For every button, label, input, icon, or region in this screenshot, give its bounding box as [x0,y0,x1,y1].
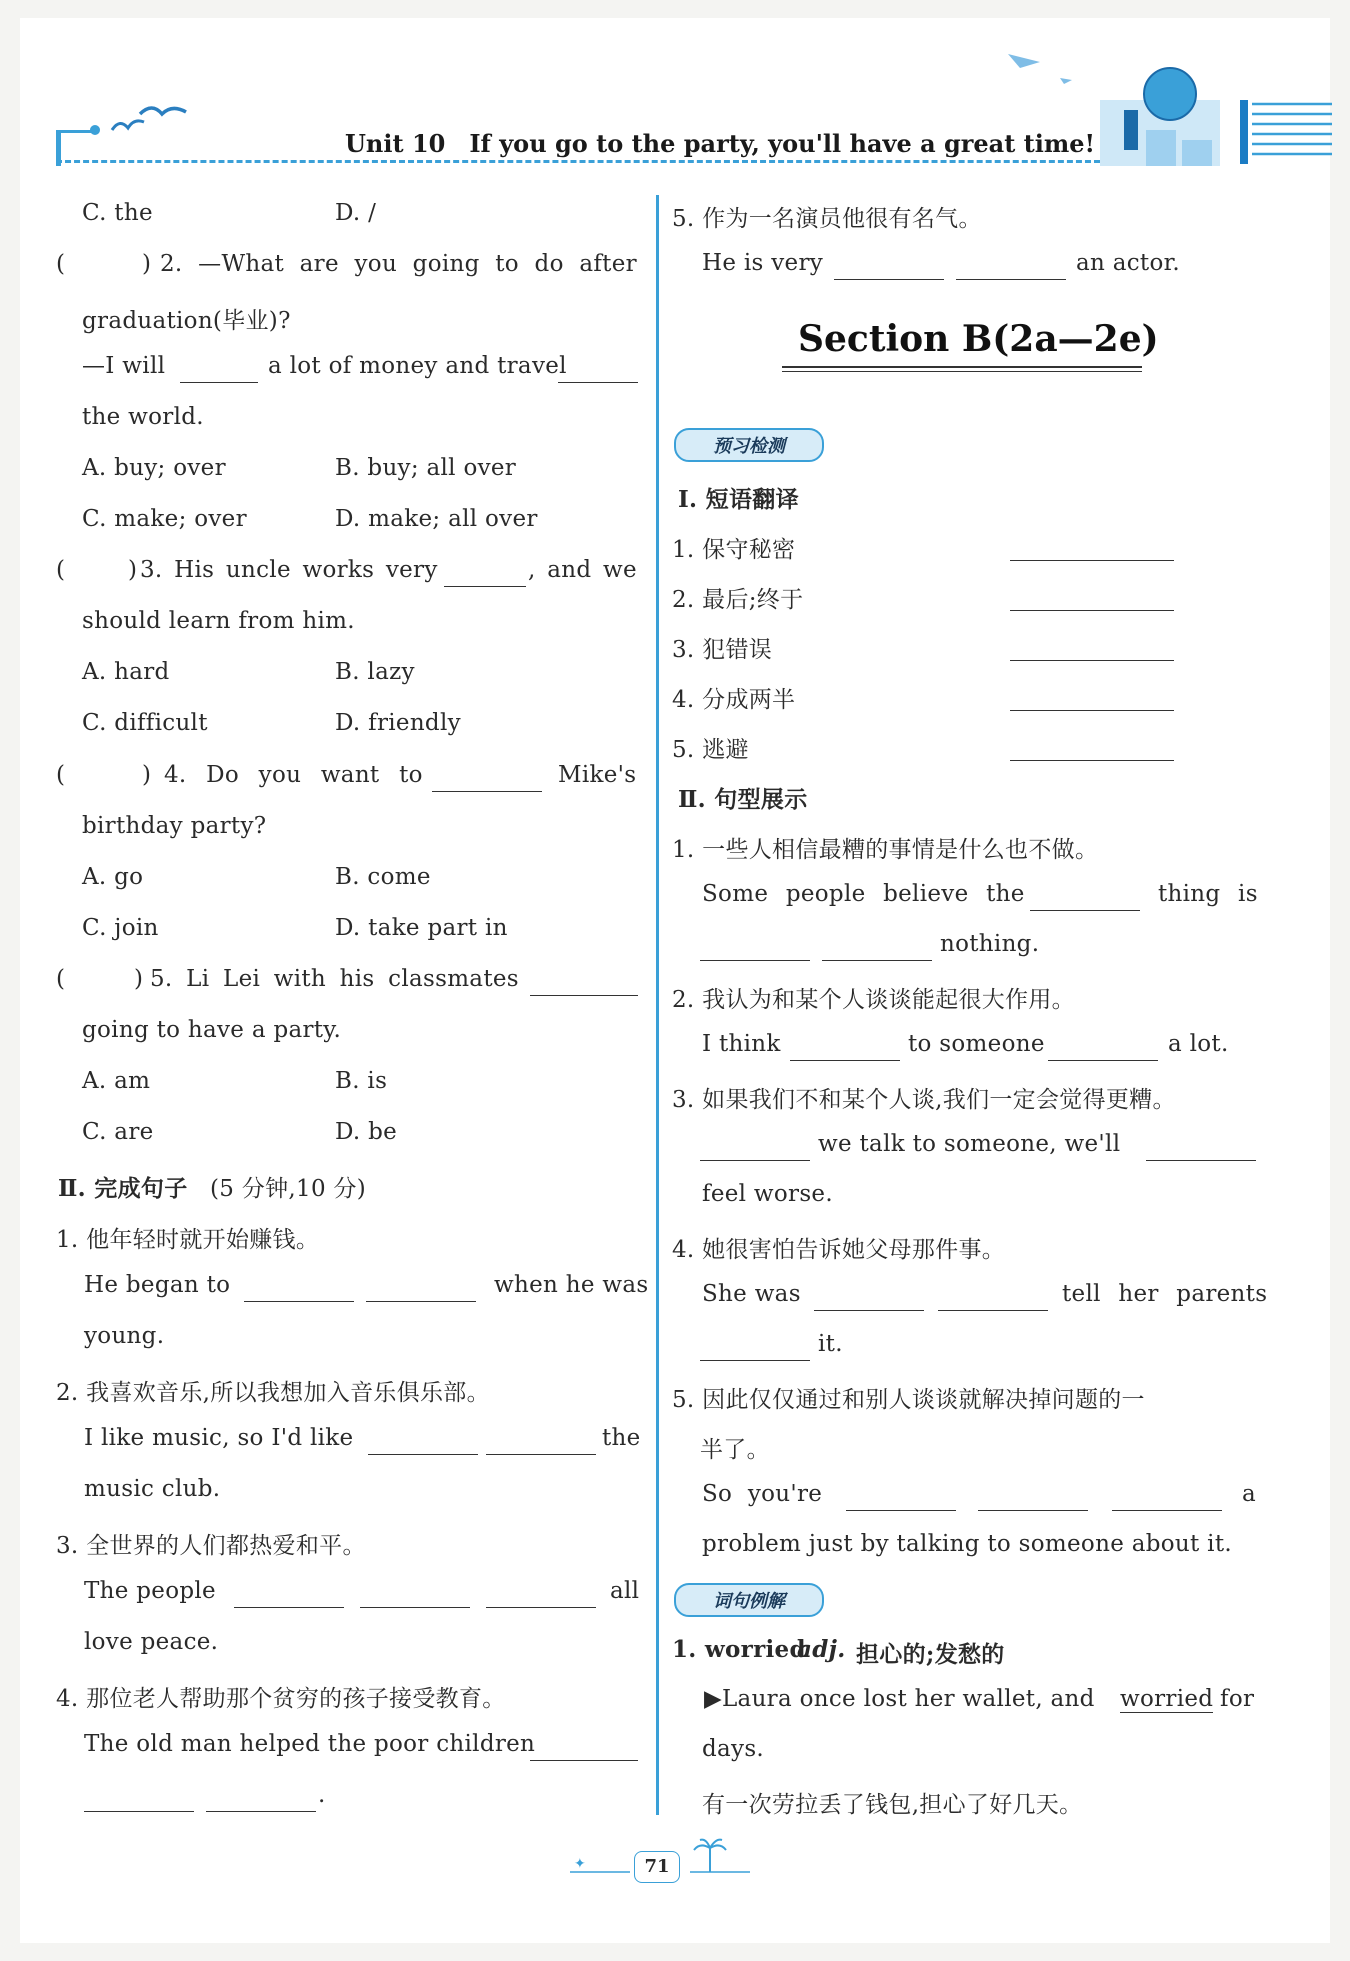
pattern-3-blank-1[interactable] [700,1159,810,1161]
q2-stem: 2. —What are you going to do after [160,251,637,277]
sentence-4-period: . [318,1782,326,1808]
q5-blank[interactable] [530,994,638,996]
vocab-example-tail: for [1220,1686,1255,1712]
section-b-title: Section B(2a—2e) [798,318,1159,360]
q3-paren-open: ( [56,557,66,583]
q2-option-c: C. make; over [82,506,247,532]
q3-stem-line2: should learn from him. [82,608,355,634]
svg-text:✦: ✦ [574,1856,586,1872]
sentence-2-en: I like music, so I'd like [84,1425,354,1451]
sentence-3-en: The people [84,1578,216,1604]
vocab-word: 1. worried [672,1636,806,1663]
pattern-5-cn-line2: 半了。 [700,1437,770,1463]
r-q5-cn: 5. 作为一名演员他很有名气。 [672,206,982,232]
pattern-2-cn: 2. 我认为和某个人谈谈能起很大作用。 [672,987,1075,1013]
sentence-4-blank-2[interactable] [84,1810,194,1812]
pattern-5-cn: 5. 因此仅仅通过和别人谈谈就解决掉问题的一 [672,1387,1145,1413]
r-q5-en-tail: an actor. [1076,250,1180,276]
sentence-2-en-tail: the [602,1425,641,1451]
sentence-4-blank-3[interactable] [206,1810,316,1812]
sentence-4-cn: 4. 那位老人帮助那个贫穷的孩子接受教育。 [56,1686,506,1712]
r-q5-en: He is very [702,250,824,276]
paper-plane-icon [1000,48,1100,88]
q3-blank[interactable] [444,585,526,587]
sentence-3-blank-3[interactable] [486,1606,596,1608]
q2-line3b: a lot of money and travel [268,353,567,379]
q4-option-b: B. come [335,864,431,890]
pattern-5-blank-1[interactable] [846,1509,956,1511]
sentence-2-blank-1[interactable] [368,1453,478,1455]
sentence-2-cn: 2. 我喜欢音乐,所以我想加入音乐俱乐部。 [56,1380,490,1406]
pattern-2-blank-2[interactable] [1048,1059,1158,1061]
q2-paren-close: ) [142,251,152,277]
q2-option-d: D. make; all over [335,506,538,532]
phrase-3: 3. 犯错误 [672,637,773,663]
pattern-4-en-tail: tell her parents [1062,1281,1268,1307]
sentence-1-blank-1[interactable] [244,1300,354,1302]
sentence-1-en-tail: when he was [494,1272,649,1298]
phrase-5-blank[interactable] [1010,759,1174,761]
sentence-1-en: He began to [84,1272,231,1298]
part-1-title: Ⅰ. 短语翻译 [678,486,799,513]
pattern-1-en-line2: nothing. [940,931,1040,957]
q4-stem: 4. Do you want to [164,762,423,788]
q3-option-a: A. hard [82,659,170,685]
column-divider [656,195,659,1815]
phrase-4: 4. 分成两半 [672,687,796,713]
phrase-2-blank[interactable] [1010,609,1174,611]
q1-option-c: C. the [82,200,153,226]
pattern-2-en: I think [702,1031,781,1057]
q4-paren-close: ) [142,762,152,788]
pattern-3-en-line2: feel worse. [702,1181,833,1207]
sentence-3-blank-2[interactable] [360,1606,470,1608]
pattern-1-blank-1[interactable] [1030,909,1140,911]
pattern-5-en: So you're [702,1481,823,1507]
pattern-5-blank-3[interactable] [1112,1509,1222,1511]
pattern-5-blank-2[interactable] [978,1509,1088,1511]
q5-option-a: A. am [82,1068,151,1094]
vocab-example-line2: days. [702,1736,765,1762]
pattern-5-en-tail: a [1242,1481,1257,1507]
pattern-2-blank-1[interactable] [790,1059,900,1061]
page-number: 71 [634,1851,680,1883]
pattern-2-en-mid: to someone [908,1031,1045,1057]
q1-option-d: D. / [335,200,377,226]
pattern-4-blank-3[interactable] [700,1359,810,1361]
q3-option-b: B. lazy [335,659,415,685]
pattern-4-en: She was [702,1281,801,1307]
vocab-example: ▶Laura once lost her wallet, and [704,1686,1095,1712]
header-left-cap [60,130,94,133]
sentence-4-blank-1[interactable] [530,1759,638,1761]
q3-option-c: C. difficult [82,710,208,736]
vocab-pos: adj. [797,1636,846,1663]
q2-option-a: A. buy; over [82,455,226,481]
q2-option-b: B. buy; all over [335,455,517,481]
sentence-4-en: The old man helped the poor children [84,1731,536,1757]
q4-option-a: A. go [82,864,144,890]
seagulls-icon [100,100,190,150]
sentence-1-blank-2[interactable] [366,1300,476,1302]
pattern-4-cn: 4. 她很害怕告诉她父母那件事。 [672,1237,1006,1263]
section-2-title: Ⅱ. 完成句子 [58,1175,188,1202]
phrase-1: 1. 保守秘密 [672,537,796,563]
section-title-rule [782,366,1142,368]
header-dot [90,125,100,135]
phrase-2: 2. 最后;终于 [672,587,804,613]
sentence-3-en-line2: love peace. [84,1629,219,1655]
q4-option-d: D. take part in [335,915,508,941]
phrase-4-blank[interactable] [1010,709,1174,711]
pattern-5-en-line2: problem just by talking to someone about it. [702,1531,1232,1557]
r-q5-blank-2[interactable] [956,278,1066,280]
section-2-note: (5 分钟,10 分) [210,1176,367,1202]
page-header-title: Unit 10 If you go to the party, you'll have a great time! [345,129,1096,158]
preview-check-tag: 预习检测 [674,428,824,462]
phrase-5: 5. 逃避 [672,737,749,763]
phrase-3-blank[interactable] [1010,659,1174,661]
q5-option-c: C. are [82,1119,154,1145]
pattern-3-cn: 3. 如果我们不和某个人谈,我们一定会觉得更糟。 [672,1087,1176,1113]
q4-option-c: C. join [82,915,159,941]
q2-blank-2[interactable] [558,381,638,383]
q3-stem-tail: , and we [528,557,637,583]
pattern-3-blank-2[interactable] [1146,1159,1256,1161]
pattern-4-blank-1[interactable] [814,1309,924,1311]
header-stripes [1240,100,1332,164]
q4-blank[interactable] [432,790,542,792]
sentence-2-en-line2: music club. [84,1476,221,1502]
sentence-3-blank-1[interactable] [234,1606,344,1608]
q3-option-d: D. friendly [335,710,461,736]
q4-stem-line2: birthday party? [82,813,267,839]
q5-stem: 5. Li Lei with his classmates [150,966,519,992]
pattern-2-en-tail: a lot. [1168,1031,1229,1057]
q4-stem-tail: Mike's [558,762,637,788]
q2-stem-line2: graduation(毕业)? [82,308,291,334]
vocab-meaning: 担心的;发愁的 [856,1641,1005,1668]
pattern-3-en: we talk to someone, we'll [818,1131,1121,1157]
sentence-2-blank-2[interactable] [486,1453,596,1455]
q5-option-b: B. is [335,1068,388,1094]
section-title-rule-thin [782,371,1142,372]
header-dashed-line [56,160,1100,163]
pattern-1-en-tail: thing is [1158,881,1258,907]
sentence-1-en-line2: young. [84,1323,165,1349]
q5-option-d: D. be [335,1119,398,1145]
q2-blank-1[interactable] [180,381,258,383]
pattern-1-cn: 1. 一些人相信最糟的事情是什么也不做。 [672,837,1099,863]
sentence-3-en-tail: all [610,1578,640,1604]
vocab-translation: 有一次劳拉丢了钱包,担心了好几天。 [702,1792,1083,1818]
sentence-1-cn: 1. 他年轻时就开始赚钱。 [56,1227,320,1253]
q2-line3a: —I will [82,353,166,379]
pattern-1-blank-3[interactable] [822,959,932,961]
q4-paren-open: ( [56,762,66,788]
pattern-1-blank-2[interactable] [700,959,810,961]
pattern-1-en: Some people believe the [702,881,1025,907]
q2-paren-open: ( [56,251,66,277]
q3-paren-close: ) [128,557,138,583]
part-2-title: Ⅱ. 句型展示 [678,786,808,813]
q5-paren-close: ) [134,966,144,992]
q3-stem: 3. His uncle works very [140,557,438,583]
q2-line4: the world. [82,404,204,430]
pattern-4-en-line2: it. [818,1331,843,1357]
q5-paren-open: ( [56,966,66,992]
phrase-1-blank[interactable] [1010,559,1174,561]
globe-telescope-icon [1090,60,1230,170]
pattern-4-blank-2[interactable] [938,1309,1048,1311]
r-q5-blank-1[interactable] [834,278,944,280]
q5-stem-line2: going to have a party. [82,1017,342,1043]
word-example-tag: 词句例解 [674,1583,824,1617]
sentence-3-cn: 3. 全世界的人们都热爱和平。 [56,1533,366,1559]
vocab-example-highlight: worried [1120,1686,1214,1712]
